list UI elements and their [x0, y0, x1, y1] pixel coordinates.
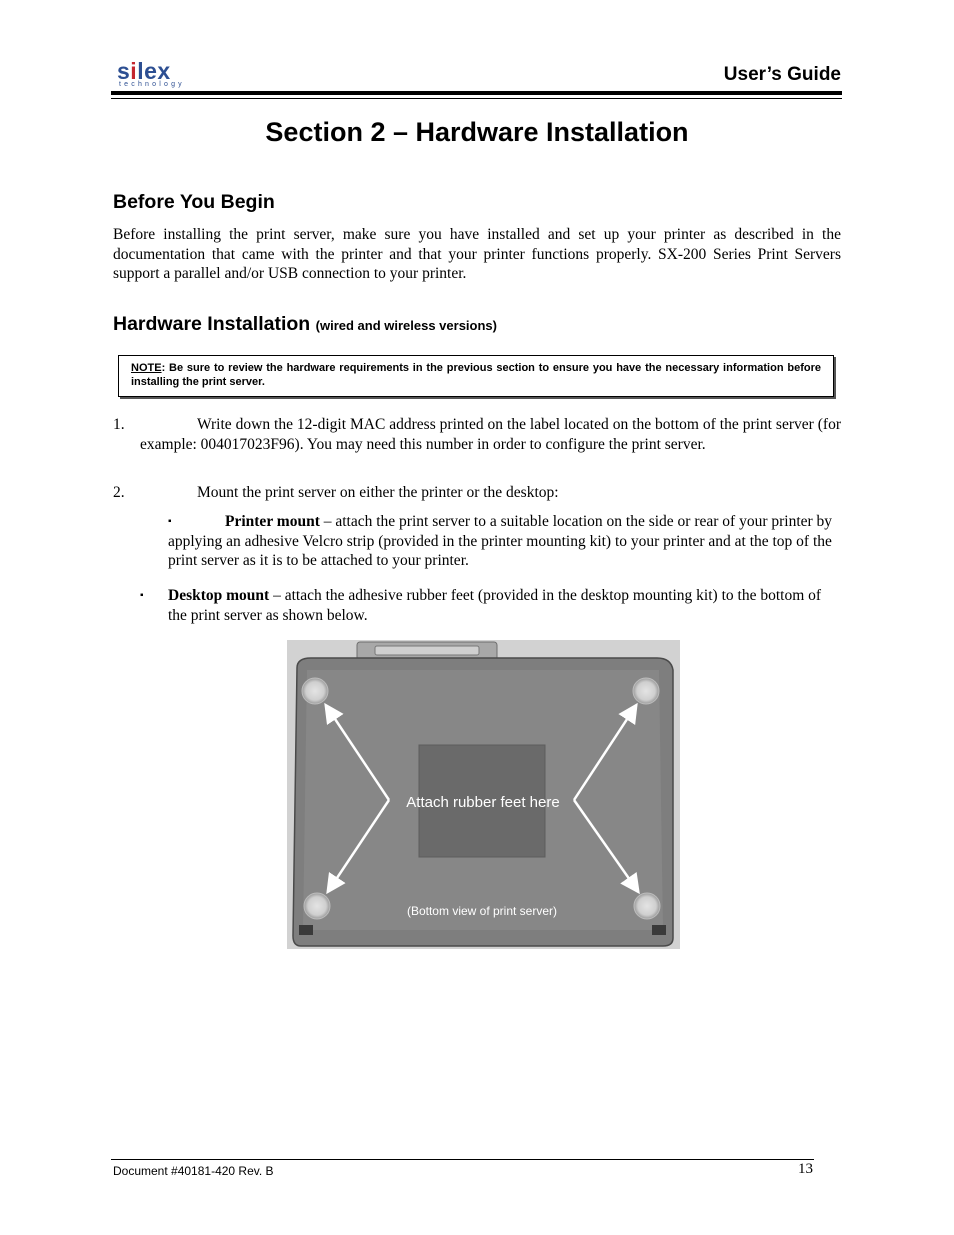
bullet-text — [140, 512, 838, 571]
document-number: Document #40181-420 Rev. B — [113, 1164, 274, 1178]
dip-switch-left — [299, 925, 313, 935]
step-text: Mount the print server on either the printer or the desktop: — [197, 484, 559, 501]
bullet-bold: Desktop mount — [168, 587, 270, 604]
logo-letter-s: s — [117, 58, 131, 84]
hardware-heading-text: Hardware Installation — [113, 313, 311, 335]
header-rule-thick — [111, 91, 842, 95]
rubber-foot-top-right — [633, 678, 659, 704]
bullet-text — [140, 586, 838, 625]
bullet-bold: Printer mount — [225, 513, 320, 530]
silex-logo — [113, 58, 203, 92]
note-label: NOTE — [131, 362, 162, 374]
before-paragraph: Before installing the print server, make sure you have installed and set up your printer as described in the documentation that came with the printer and that your printer functions properly. SX-200 Series Print Servers support a parallel and/or USB connection to your printer. — [113, 226, 841, 283]
hardware-heading-note: (wired and wireless versions) — [315, 318, 497, 333]
bullet-square-icon: ▪ — [140, 590, 144, 601]
rubber-foot-bottom-left — [304, 893, 330, 919]
rubber-foot-top-left — [302, 678, 328, 704]
rubber-foot-bottom-right — [634, 893, 660, 919]
header-rule-thin — [111, 98, 842, 99]
list-item — [113, 483, 841, 503]
note-text: : Be sure to review the hardware requirements in the previous section to ensure you have the necessary information before installing the print server. — [131, 362, 821, 388]
bullet-square-icon: ▪ — [168, 516, 172, 527]
photo-caption: (Bottom view of print server) — [406, 904, 558, 918]
step-number: 2. — [113, 484, 125, 501]
guide-title: User’s Guide — [723, 64, 841, 85]
footer-rule — [111, 1159, 814, 1160]
before-heading: Before You Begin — [113, 191, 275, 213]
print-server-photo — [287, 640, 680, 949]
section-title: Section 2 – Hardware Installation — [265, 117, 689, 147]
photo-callout: Attach rubber feet here — [406, 794, 560, 811]
step-text: Write down the 12-digit MAC address printed on the label located on the bottom of the print server (for example: 004017023F96). You may need this number in order to configure the print server. — [140, 416, 841, 453]
note-box — [118, 355, 834, 397]
bullet-printer-mount — [140, 512, 841, 571]
connector-pins — [375, 646, 479, 655]
bullet-desktop-mount — [140, 586, 841, 625]
bullet-body: – attach the print server to a suitable location on the side or rear of your printer by applying an adhesive Velcro strip (provided in the printer mounting kit) to your printer and at the top of the print server as it is to be attached to your printer. — [168, 513, 833, 570]
step-number: 1. — [113, 416, 125, 433]
dip-switch-right — [652, 925, 666, 935]
bullet-body: – attach the adhesive rubber feet (provided in the desktop mounting kit) to the bottom of the print server as shown below. — [168, 587, 822, 624]
page-number: 13 — [798, 1161, 813, 1177]
logo-letter-i: i — [130, 58, 138, 84]
logo-subtitle: technology — [119, 81, 185, 88]
list-item — [113, 415, 841, 475]
hardware-heading — [113, 313, 497, 336]
logo-letters-lex: lex — [137, 58, 171, 84]
